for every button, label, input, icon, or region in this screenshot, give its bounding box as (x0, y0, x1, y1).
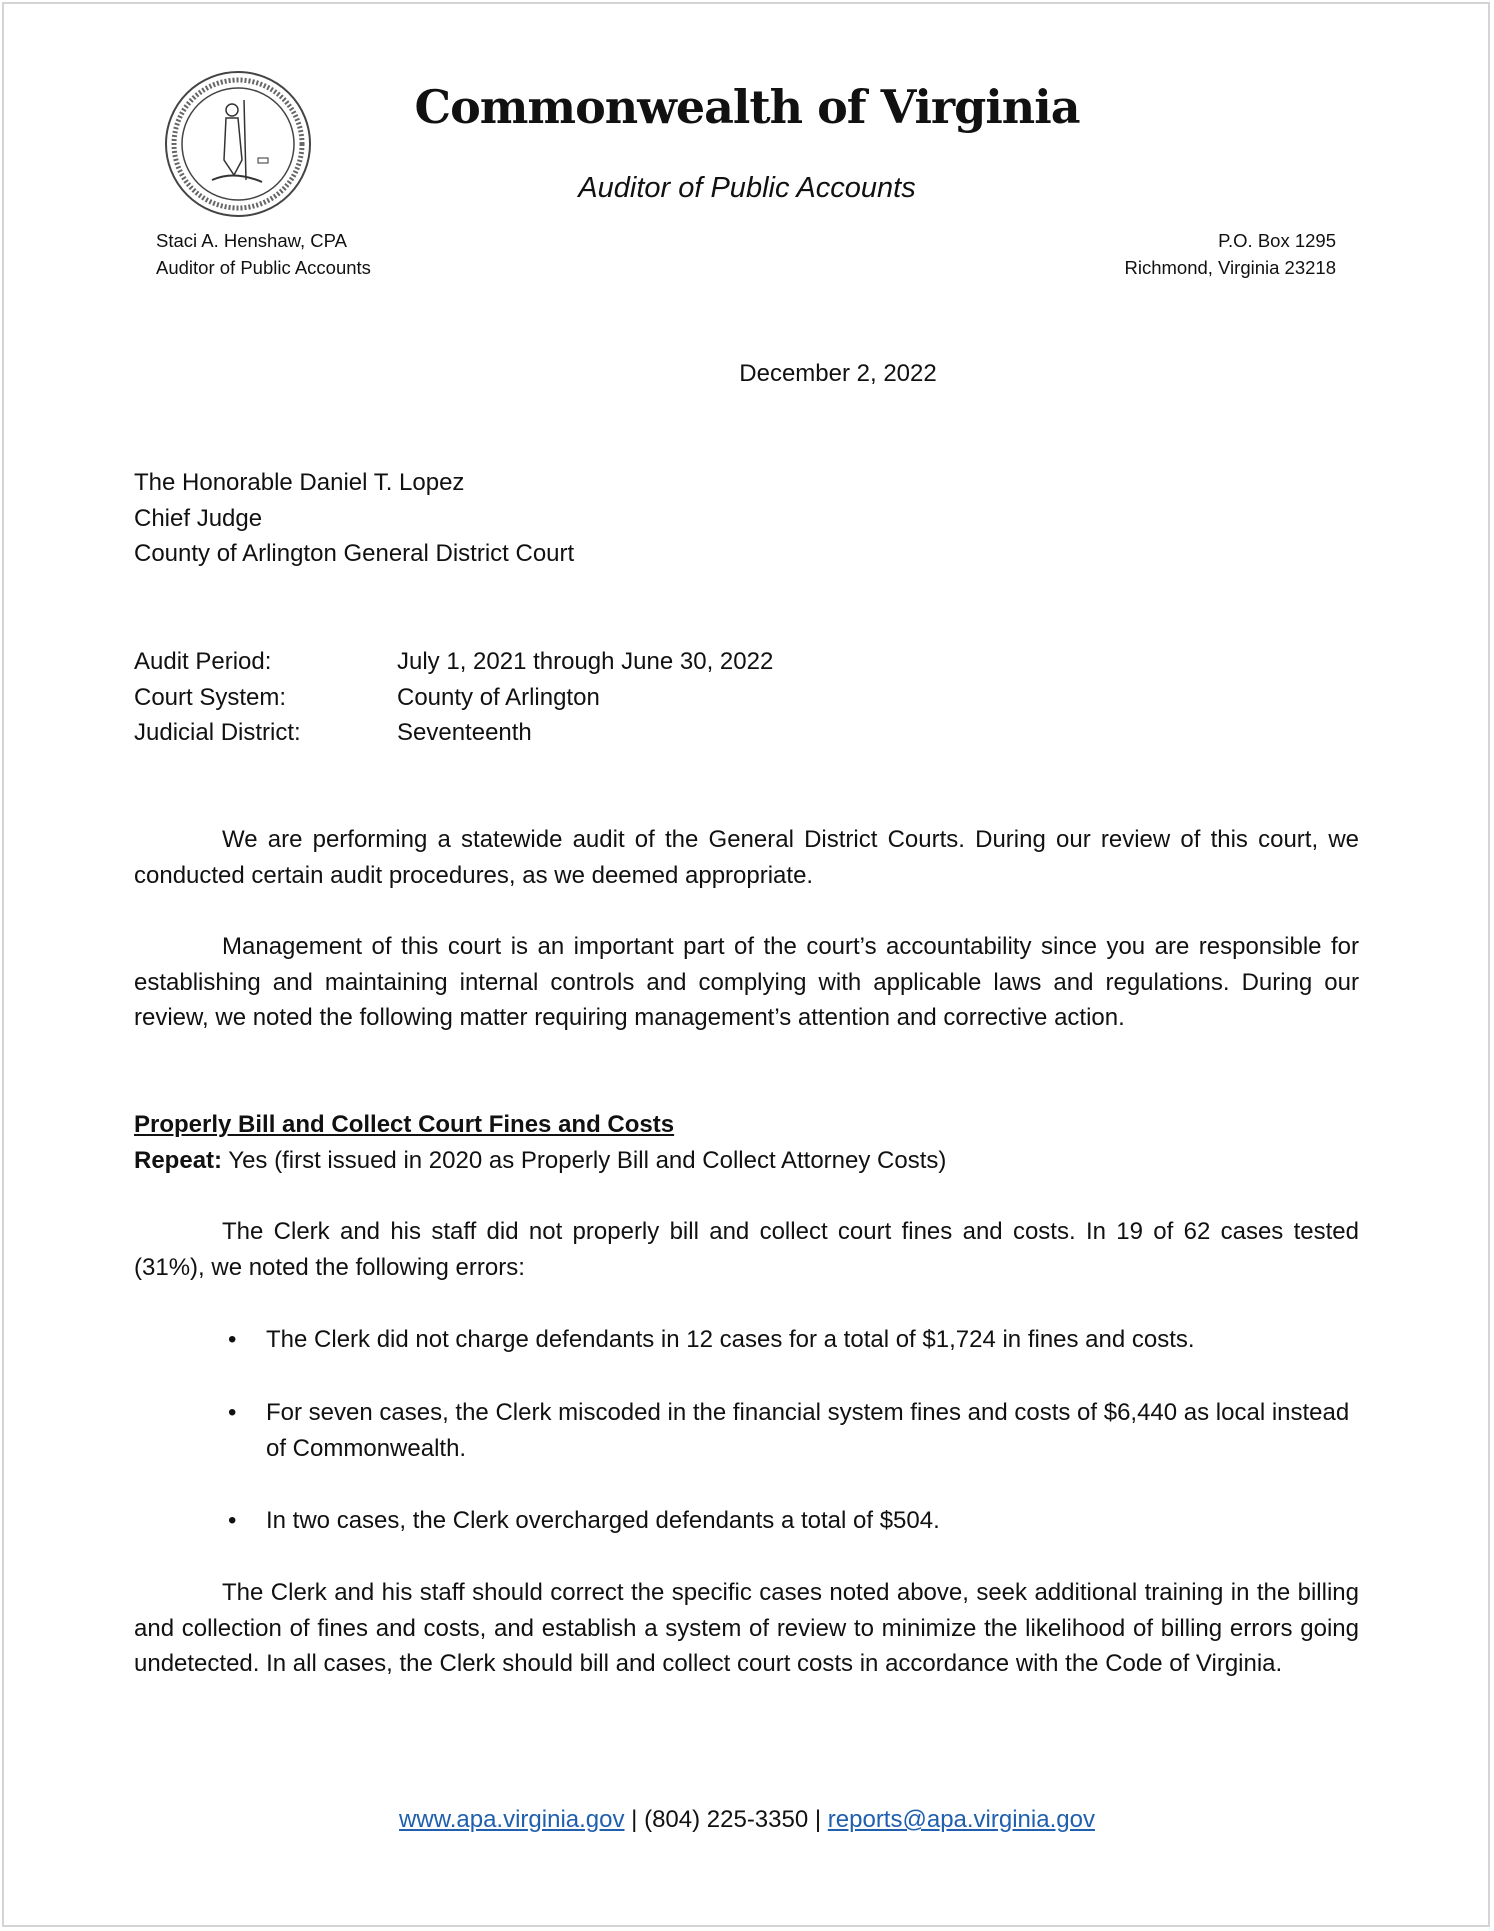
phone-number: (804) 225-3350 (644, 1806, 809, 1833)
bullet-item (134, 1322, 1359, 1358)
detail-value: July 1, 2021 through June 30, 2022 (397, 648, 774, 675)
finding-header (134, 1107, 1359, 1178)
letterhead-subtitle: Auditor of Public Accounts (578, 172, 916, 204)
sender-address (156, 227, 371, 281)
detail-label: Court System: (134, 683, 287, 711)
sender-title: Auditor of Public Accounts (156, 257, 371, 278)
bullet-icon: • (228, 1399, 237, 1426)
management-paragraph: Management of this court is an important part of the court’s accountability since you are responsible for establishing and maintaining internal controls and complying with applicable laws and regulations. During our review, we noted the following matter requiring management’s attention and corrective action. (134, 933, 1359, 1032)
website-link[interactable]: www.apa.virginia.gov (399, 1806, 625, 1833)
po-box: P.O. Box 1295 (1218, 230, 1336, 251)
separator: | (808, 1806, 828, 1833)
detail-row (134, 680, 1359, 716)
detail-row (134, 715, 1359, 751)
addressee-title: Chief Judge (134, 504, 263, 532)
detail-label: Audit Period: (134, 648, 272, 675)
bullet-icon: • (228, 1507, 237, 1534)
recommendation-paragraph: The Clerk and his staff should correct the specific cases noted above, seek additional training in the billing and collection of fines and costs, and establish a system of review to minimize the likelihood of billing errors going undetected. In all cases, the Clerk should bill and collect court costs in accordance with the Code of Virginia. (134, 1579, 1359, 1678)
bullet-icon: • (228, 1326, 237, 1353)
finding-title: Properly Bill and Collect Court Fines and Costs (134, 1111, 675, 1138)
addressee-court: County of Arlington General District Court (134, 540, 575, 568)
detail-label: Judicial District: (134, 719, 301, 747)
addressee-block (134, 465, 1359, 572)
letterhead-title: Commonwealth of Virginia (414, 80, 1080, 134)
email-link[interactable]: reports@apa.virginia.gov (827, 1806, 1095, 1833)
footer (0, 1806, 1494, 1834)
bullet-item (134, 1395, 1359, 1466)
repeat-line (134, 1143, 1359, 1179)
bullet-text: The Clerk did not charge defendants in 12 cases for a total of $1,724 in fines and costs. (266, 1326, 1195, 1353)
mailing-address (1124, 227, 1336, 281)
detail-value: County of Arlington (397, 683, 600, 711)
detail-row (134, 644, 1359, 680)
detail-value: Seventeenth (397, 719, 532, 747)
finding-paragraph: The Clerk and his staff did not properly bill and collect court fines and costs. In 19 of 62 cases tested (31%), we noted the following errors: (134, 1218, 1359, 1281)
sender-name: Staci A. Henshaw, CPA (156, 230, 347, 251)
separator: | (624, 1806, 645, 1833)
bullet-text: For seven cases, the Clerk miscoded in the financial system fines and costs of $6,440 as local instead of Commonwealth. (266, 1399, 1350, 1462)
audit-details (134, 644, 1359, 751)
intro-paragraph: We are performing a statewide audit of the General District Courts. During our review of this court, we conducted certain audit procedures, as we deemed appropriate. (134, 826, 1359, 889)
repeat-text: Yes (first issued in 2020 as Properly Bill and Collect Attorney Costs) (222, 1146, 947, 1174)
bullet-text: In two cases, the Clerk overcharged defendants a total of $504. (266, 1507, 940, 1534)
letter-date: December 2, 2022 (739, 360, 937, 387)
repeat-label: Repeat: (134, 1146, 223, 1174)
bullet-item (134, 1503, 1359, 1539)
city-state-zip: Richmond, Virginia 23218 (1124, 257, 1336, 278)
addressee-name: The Honorable Daniel T. Lopez (134, 469, 465, 496)
